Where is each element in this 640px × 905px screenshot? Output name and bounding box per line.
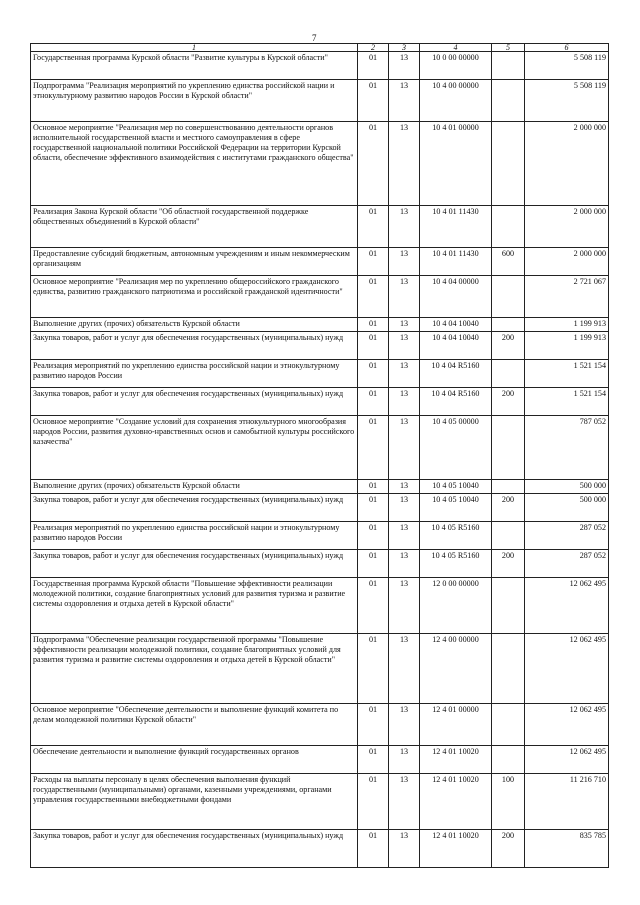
- row-amount-cell: 2 000 000: [525, 206, 609, 248]
- table-row: [31, 416, 609, 480]
- table-row: [31, 52, 609, 80]
- row-section-cell: 01: [358, 634, 389, 704]
- row-name-cell: Реализация Закона Курской области "Об областной государственной поддержке общественных объединений в Курской области": [31, 206, 358, 248]
- row-target-article-cell: 10 4 00 00000: [420, 80, 492, 122]
- row-amount-cell: 500 000: [525, 480, 609, 494]
- table-row: [31, 480, 609, 494]
- row-subsection-cell: 13: [389, 248, 420, 276]
- header-cell: 4: [420, 44, 492, 52]
- row-amount-cell: 787 052: [525, 416, 609, 480]
- row-amount-cell: 5 508 119: [525, 52, 609, 80]
- row-expense-type-cell: [492, 578, 525, 634]
- row-expense-type-cell: 200: [492, 494, 525, 522]
- row-target-article-cell: 10 4 04 10040: [420, 318, 492, 332]
- row-subsection-cell: 13: [389, 578, 420, 634]
- row-amount-cell: 835 785: [525, 830, 609, 868]
- row-section-cell: 01: [358, 830, 389, 868]
- table-row: [31, 360, 609, 388]
- row-subsection-cell: 13: [389, 318, 420, 332]
- row-name-cell: Основное мероприятие "Реализация мер по совершенствованию деятельности органов исполнительной государственной власти и местного самоуправления в сфере государственной национальной политики Российской Федерации на территории Курской области, обеспечение эффективного взаимодействия с институтами гражданского общества": [31, 122, 358, 206]
- row-target-article-cell: 10 4 05 R5160: [420, 550, 492, 578]
- table-row: [31, 122, 609, 206]
- row-target-article-cell: 10 4 04 10040: [420, 332, 492, 360]
- table-row: [31, 550, 609, 578]
- row-name-cell: Подпрограмма "Обеспечение реализации государственной программы "Повышение эффективности реализации молодежной политики, создание благоприятных условий для развития туризма и развитие системы оздоровления и отдыха детей в Курской области": [31, 634, 358, 704]
- row-subsection-cell: 13: [389, 634, 420, 704]
- row-name-cell: Выполнение других (прочих) обязательств Курской области: [31, 318, 358, 332]
- row-section-cell: 01: [358, 206, 389, 248]
- row-target-article-cell: 10 4 05 R5160: [420, 522, 492, 550]
- row-subsection-cell: 13: [389, 522, 420, 550]
- row-amount-cell: 12 062 495: [525, 578, 609, 634]
- row-section-cell: 01: [358, 318, 389, 332]
- row-name-cell: Закупка товаров, работ и услуг для обеспечения государственных (муниципальных) нужд: [31, 550, 358, 578]
- table-row: [31, 248, 609, 276]
- row-target-article-cell: 10 4 05 10040: [420, 480, 492, 494]
- row-target-article-cell: 10 0 00 00000: [420, 52, 492, 80]
- row-amount-cell: 2 000 000: [525, 122, 609, 206]
- row-name-cell: Основное мероприятие "Обеспечение деятельности и выполнение функций комитета по делам молодежной политики Курской области": [31, 704, 358, 746]
- row-name-cell: Основное мероприятие "Реализация мер по укреплению общероссийского гражданского единства, развитию гражданского патриотизма и российской гражданской идентичности": [31, 276, 358, 318]
- row-expense-type-cell: 100: [492, 774, 525, 830]
- row-name-cell: Закупка товаров, работ и услуг для обеспечения государственных (муниципальных) нужд: [31, 332, 358, 360]
- header-cell: 1: [31, 44, 358, 52]
- row-name-cell: Основное мероприятие "Создание условий для сохранения этнокультурного многообразия народов России, развития духовно-нравственных основ и самобытной культуры российского казачества": [31, 416, 358, 480]
- row-target-article-cell: 10 4 01 11430: [420, 248, 492, 276]
- row-target-article-cell: 12 4 01 10020: [420, 830, 492, 868]
- row-target-article-cell: 10 4 01 00000: [420, 122, 492, 206]
- row-subsection-cell: 13: [389, 704, 420, 746]
- row-subsection-cell: 13: [389, 746, 420, 774]
- row-section-cell: 01: [358, 360, 389, 388]
- table-row: [31, 332, 609, 360]
- row-subsection-cell: 13: [389, 416, 420, 480]
- row-expense-type-cell: [492, 416, 525, 480]
- row-name-cell: Предоставление субсидий бюджетным, автономным учреждениям и иным некоммерческим организациям: [31, 248, 358, 276]
- row-target-article-cell: 10 4 05 00000: [420, 416, 492, 480]
- row-target-article-cell: 10 4 04 R5160: [420, 360, 492, 388]
- row-subsection-cell: 13: [389, 360, 420, 388]
- row-expense-type-cell: [492, 360, 525, 388]
- page-number: 7: [312, 33, 317, 43]
- row-amount-cell: 1 199 913: [525, 332, 609, 360]
- row-amount-cell: 2 000 000: [525, 248, 609, 276]
- row-subsection-cell: 13: [389, 122, 420, 206]
- header-row: [31, 44, 609, 52]
- row-section-cell: 01: [358, 416, 389, 480]
- row-target-article-cell: 10 4 04 00000: [420, 276, 492, 318]
- table-row: [31, 318, 609, 332]
- budget-table: [30, 43, 609, 868]
- row-target-article-cell: 12 0 00 00000: [420, 578, 492, 634]
- row-target-article-cell: 10 4 01 11430: [420, 206, 492, 248]
- row-expense-type-cell: [492, 122, 525, 206]
- row-subsection-cell: 13: [389, 52, 420, 80]
- row-target-article-cell: 12 4 01 10020: [420, 746, 492, 774]
- row-subsection-cell: 13: [389, 276, 420, 318]
- row-target-article-cell: 12 4 01 10020: [420, 774, 492, 830]
- row-amount-cell: 1 521 154: [525, 360, 609, 388]
- row-expense-type-cell: [492, 480, 525, 494]
- row-subsection-cell: 13: [389, 80, 420, 122]
- row-amount-cell: 12 062 495: [525, 746, 609, 774]
- row-amount-cell: 287 052: [525, 550, 609, 578]
- row-section-cell: 01: [358, 480, 389, 494]
- row-section-cell: 01: [358, 276, 389, 318]
- row-expense-type-cell: 200: [492, 332, 525, 360]
- row-expense-type-cell: 200: [492, 550, 525, 578]
- header-cell: 6: [525, 44, 609, 52]
- table-row: [31, 774, 609, 830]
- table-row: [31, 634, 609, 704]
- row-subsection-cell: 13: [389, 494, 420, 522]
- row-subsection-cell: 13: [389, 774, 420, 830]
- row-target-article-cell: 12 4 01 00000: [420, 704, 492, 746]
- row-name-cell: Государственная программа Курской области "Повышение эффективности реализации молодежной политики, создание благоприятных условий для развития туризма и развитие системы оздоровления и отдыха детей в Курской области": [31, 578, 358, 634]
- row-target-article-cell: 12 4 00 00000: [420, 634, 492, 704]
- row-name-cell: Реализация мероприятий по укреплению единства российской нации и этнокультурному развитию народов России: [31, 360, 358, 388]
- row-expense-type-cell: [492, 704, 525, 746]
- row-section-cell: 01: [358, 494, 389, 522]
- row-subsection-cell: 13: [389, 830, 420, 868]
- row-name-cell: Государственная программа Курской области "Развитие культуры в Курской области": [31, 52, 358, 80]
- row-amount-cell: 2 721 067: [525, 276, 609, 318]
- row-subsection-cell: 13: [389, 480, 420, 494]
- table-row: [31, 522, 609, 550]
- row-subsection-cell: 13: [389, 388, 420, 416]
- row-amount-cell: 500 000: [525, 494, 609, 522]
- row-section-cell: 01: [358, 550, 389, 578]
- row-expense-type-cell: [492, 634, 525, 704]
- row-section-cell: 01: [358, 522, 389, 550]
- table-row: [31, 578, 609, 634]
- row-subsection-cell: 13: [389, 332, 420, 360]
- row-name-cell: Обеспечение деятельности и выполнение функций государственных органов: [31, 746, 358, 774]
- row-expense-type-cell: [492, 52, 525, 80]
- row-amount-cell: 11 216 710: [525, 774, 609, 830]
- row-amount-cell: 1 521 154: [525, 388, 609, 416]
- row-expense-type-cell: 200: [492, 830, 525, 868]
- row-expense-type-cell: [492, 206, 525, 248]
- table-row: [31, 494, 609, 522]
- row-section-cell: 01: [358, 52, 389, 80]
- header-cell: 5: [492, 44, 525, 52]
- row-name-cell: Закупка товаров, работ и услуг для обеспечения государственных (муниципальных) нужд: [31, 494, 358, 522]
- table-row: [31, 830, 609, 868]
- row-section-cell: 01: [358, 248, 389, 276]
- header-cell: 2: [358, 44, 389, 52]
- row-amount-cell: 12 062 495: [525, 704, 609, 746]
- row-amount-cell: 1 199 913: [525, 318, 609, 332]
- header-cell: 3: [389, 44, 420, 52]
- row-name-cell: Подпрограмма "Реализация мероприятий по укреплению единства российской нации и этнокультурному развитию народов России в Курской области": [31, 80, 358, 122]
- row-name-cell: Реализация мероприятий по укреплению единства российской нации и этнокультурному развитию народов России: [31, 522, 358, 550]
- table-row: [31, 80, 609, 122]
- row-target-article-cell: 10 4 05 10040: [420, 494, 492, 522]
- row-name-cell: Выполнение других (прочих) обязательств Курской области: [31, 480, 358, 494]
- row-expense-type-cell: [492, 80, 525, 122]
- table-row: [31, 206, 609, 248]
- row-expense-type-cell: [492, 318, 525, 332]
- row-section-cell: 01: [358, 80, 389, 122]
- row-section-cell: 01: [358, 578, 389, 634]
- row-amount-cell: 287 052: [525, 522, 609, 550]
- table-row: [31, 388, 609, 416]
- row-subsection-cell: 13: [389, 550, 420, 578]
- table-row: [31, 704, 609, 746]
- row-section-cell: 01: [358, 122, 389, 206]
- row-target-article-cell: 10 4 04 R5160: [420, 388, 492, 416]
- row-name-cell: Расходы на выплаты персоналу в целях обеспечения выполнения функций государственными (муниципальными) органами, казенными учреждениями, органами управления государственными внебюджетными фондами: [31, 774, 358, 830]
- row-section-cell: 01: [358, 746, 389, 774]
- row-section-cell: 01: [358, 774, 389, 830]
- row-name-cell: Закупка товаров, работ и услуг для обеспечения государственных (муниципальных) нужд: [31, 388, 358, 416]
- table-row: [31, 746, 609, 774]
- row-expense-type-cell: [492, 276, 525, 318]
- row-amount-cell: 12 062 495: [525, 634, 609, 704]
- row-section-cell: 01: [358, 332, 389, 360]
- row-section-cell: 01: [358, 388, 389, 416]
- row-name-cell: Закупка товаров, работ и услуг для обеспечения государственных (муниципальных) нужд: [31, 830, 358, 868]
- table-row: [31, 276, 609, 318]
- row-amount-cell: 5 508 119: [525, 80, 609, 122]
- row-expense-type-cell: 600: [492, 248, 525, 276]
- row-expense-type-cell: [492, 522, 525, 550]
- row-section-cell: 01: [358, 704, 389, 746]
- row-expense-type-cell: [492, 746, 525, 774]
- row-subsection-cell: 13: [389, 206, 420, 248]
- row-expense-type-cell: 200: [492, 388, 525, 416]
